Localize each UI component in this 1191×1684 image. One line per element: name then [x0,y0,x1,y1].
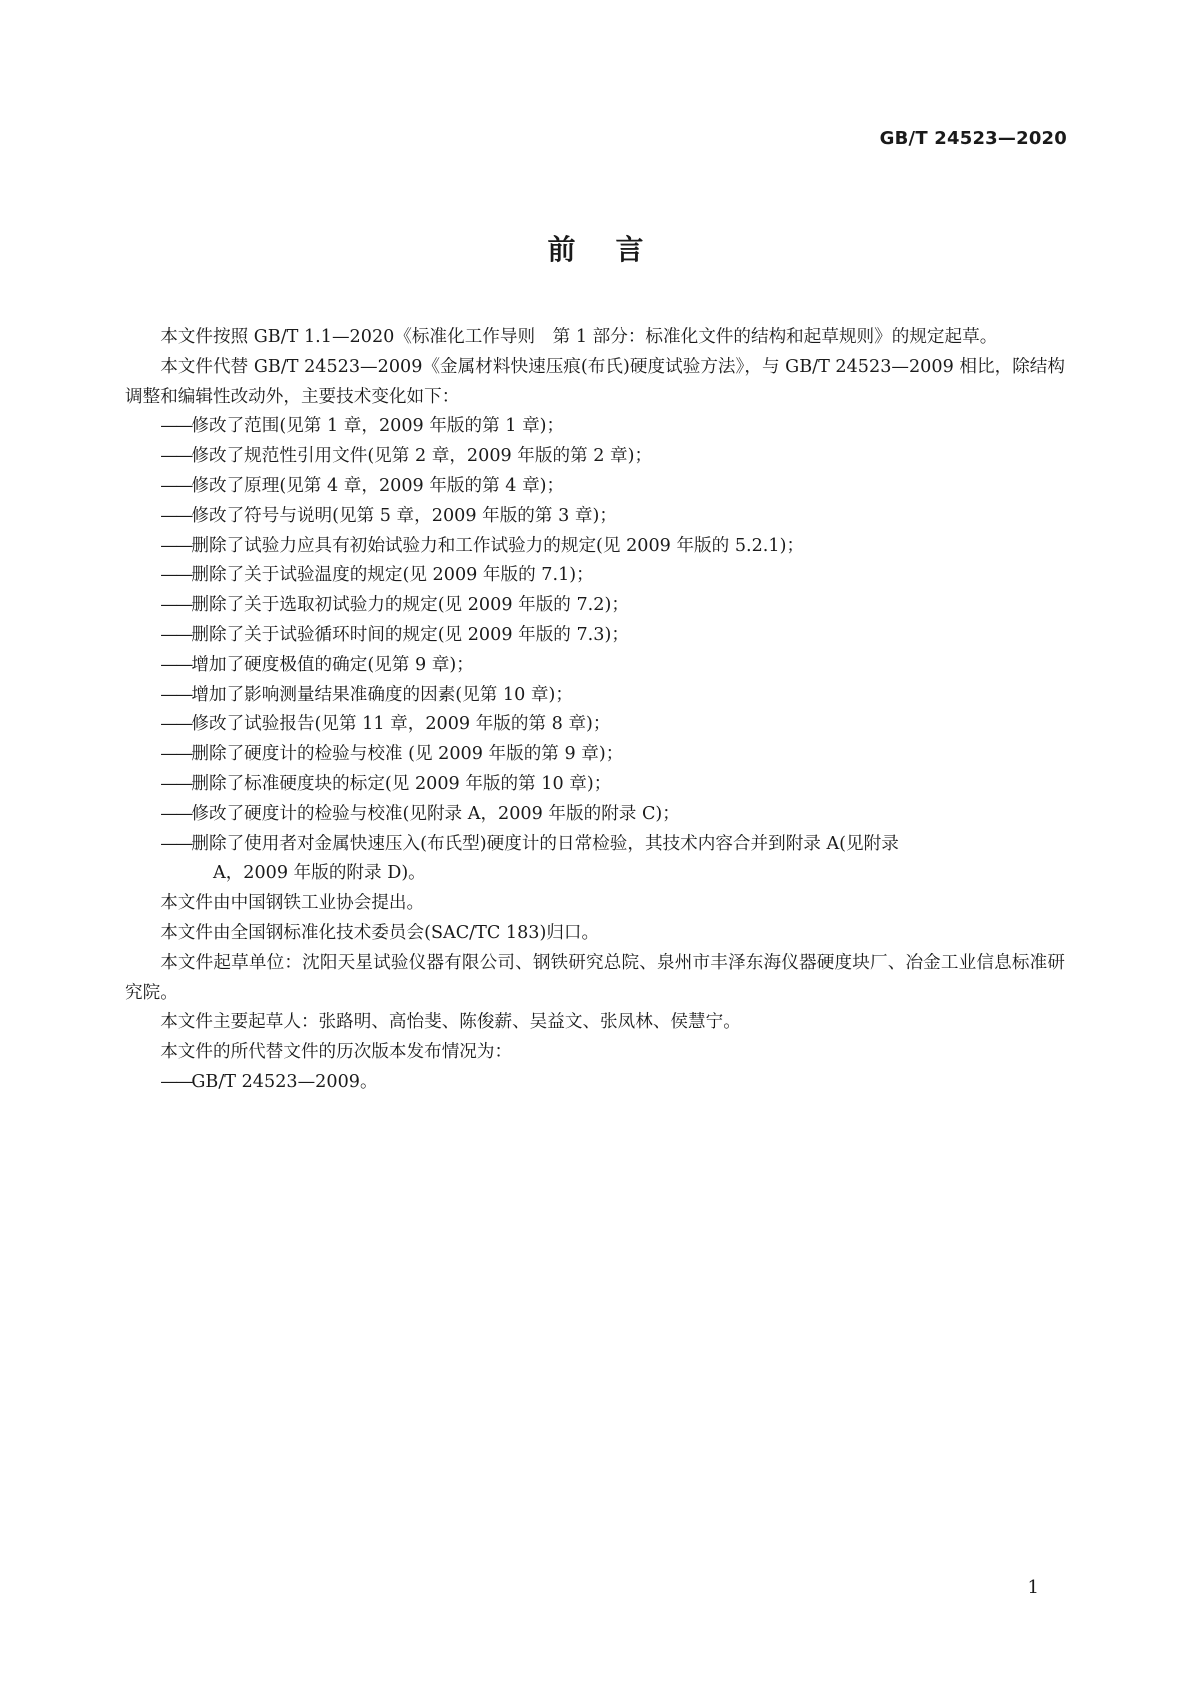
dash-mark: —— [160,624,192,645]
change-item [125,710,1065,740]
dash-mark: —— [160,565,192,586]
change-text: 增加了影响测量结果准确度的因素(见第 10 章)； [191,684,573,705]
dash-mark: —— [160,803,192,824]
change-text: 修改了符号与说明(见第 5 章，2009 年版的第 3 章)； [191,505,617,526]
dash-mark: —— [160,1071,192,1092]
dash-mark: —— [160,446,192,467]
history-intro-paragraph: 本文件的所代替文件的历次版本发布情况为： [160,1042,513,1063]
foreword-body [125,323,1065,1098]
change-text: 删除了使用者对金属快速压入(布氏型)硬度计的日常检验，其技术内容合并到附录 A(见附录 [191,833,899,854]
change-text: 增加了硬度极值的确定(见第 9 章)； [191,654,474,675]
proposer-paragraph: 本文件由中国钢铁工业协会提出。 [160,893,425,914]
change-text: 修改了硬度计的检验与校准(见附录 A，2009 年版的附录 C)； [191,803,680,824]
change-text: 删除了硬度计的检验与校准 (见 2009 年版的第 9 章)； [191,744,624,765]
history-item [125,1068,1065,1098]
dash-mark: —— [160,744,192,765]
dash-mark: —— [160,595,192,616]
section-title: 前言 [547,233,684,266]
intro-paragraph-2: 本文件代替 GB/T 24523—2009《金属材料快速压痕(布氏)硬度试验方法》，与 GB/T 24523—2009 相比，除结构调整和编辑性改动外，主要技术变化如下： [125,356,1066,407]
committee-paragraph: 本文件由全国钢标准化技术委员会(SAC/TC 183)归口。 [160,922,600,943]
dash-mark: —— [160,773,192,794]
change-text-continuation: A，2009 年版的附录 D)。 [212,863,426,884]
change-item [125,621,1065,651]
change-text: 删除了试验力应具有初始试验力和工作试验力的规定(见 2009 年版的 5.2.1)； [191,535,805,556]
change-item [125,472,1065,502]
dash-mark: —— [160,684,192,705]
change-item [125,442,1065,472]
standard-code: GB/T 24523—2020 [879,128,1067,149]
change-item [125,532,1065,562]
drafting-units-paragraph: 本文件起草单位：沈阳天星试验仪器有限公司、钢铁研究总院、泉州市丰泽东海仪器硬度块厂、冶金工业信息标准研究院。 [125,952,1065,1003]
change-item [125,591,1065,621]
change-item [125,502,1065,532]
change-item [125,681,1065,711]
change-item-last [125,830,1065,890]
dash-mark: —— [160,475,192,496]
dash-mark: —— [160,654,192,675]
change-text: 删除了关于试验温度的规定(见 2009 年版的 7.1)； [191,565,594,586]
change-text: 修改了原理(见第 4 章，2009 年版的第 4 章)； [191,475,565,496]
intro-paragraph-1: 本文件按照 GB/T 1.1—2020《标准化工作导则 第 1 部分：标准化文件的结构和起草规则》的规定起草。 [160,327,998,347]
drafters-paragraph: 本文件主要起草人：张路明、高怡斐、陈俊薪、吴益文、张凤林、侯慧宁。 [160,1012,741,1033]
change-text: 修改了规范性引用文件(见第 2 章，2009 年版的第 2 章)； [191,446,653,467]
dash-mark: —— [160,535,192,556]
history-text: GB/T 24523—2009。 [191,1071,378,1092]
change-text: 删除了标准硬度块的标定(见 2009 年版的第 10 章)； [191,773,612,794]
page-number: 1 [1027,1577,1039,1598]
dash-mark: —— [160,833,192,854]
change-text: 删除了关于试验循环时间的规定(见 2009 年版的 7.3)； [191,624,629,645]
change-item [125,800,1065,830]
change-text: 修改了试验报告(见第 11 章，2009 年版的第 8 章)； [191,714,611,735]
change-item [125,651,1065,681]
change-item [125,770,1065,800]
dash-mark: —— [160,505,192,526]
change-item [125,740,1065,770]
change-item [125,561,1065,591]
dash-mark: —— [160,714,192,735]
dash-mark: —— [160,416,192,437]
change-text: 删除了关于选取初试验力的规定(见 2009 年版的 7.2)； [191,595,629,616]
change-item [125,412,1065,442]
change-text: 修改了范围(见第 1 章，2009 年版的第 1 章)； [191,416,565,437]
